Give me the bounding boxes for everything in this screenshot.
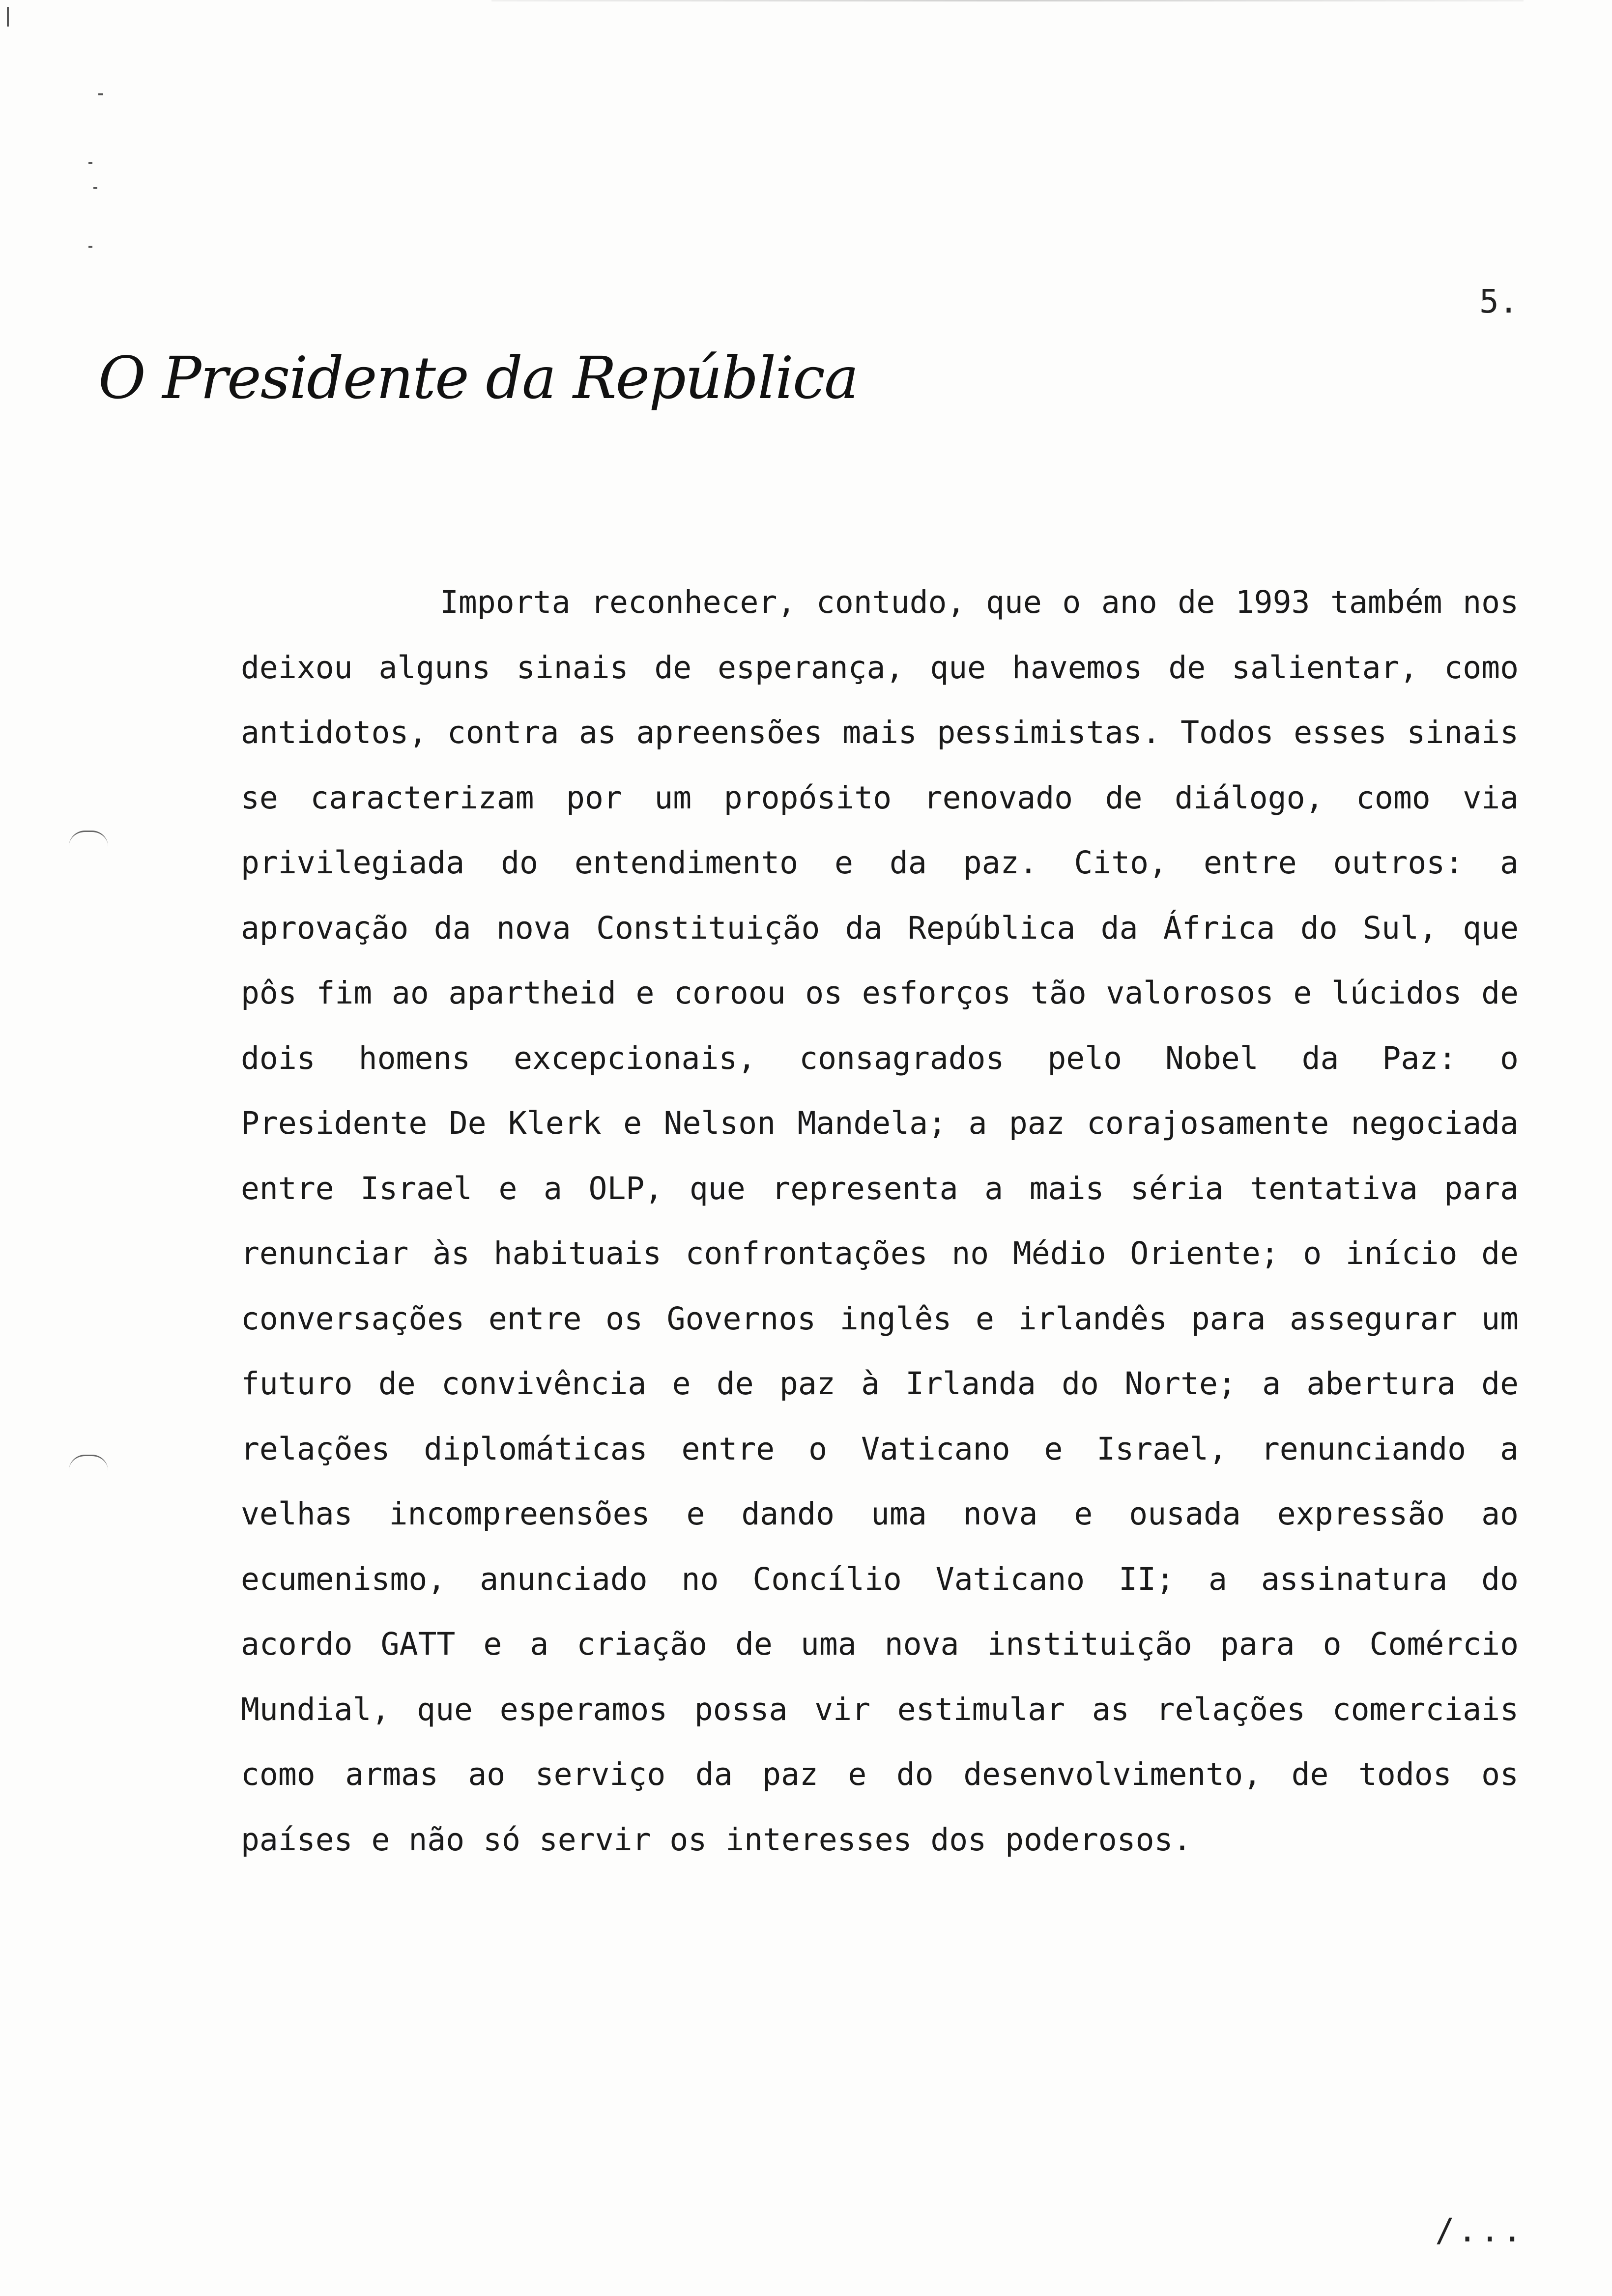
body-paragraph: Importa reconhecer, contudo, que o ano de 1993 também nos deixou alguns sinais de esperança, que havemos de salientar, como antidotos, contra as apreensões mais pessimistas. Todos esses sinais se caracterizam por um propósito renovado de diálogo, como via privilegiada do entendimento e da paz. Cito, entre outros: a aprovação da nova Constituição da República da África do Sul, que pôs fim ao apartheid e coroou os esforços tão valorosos e lúcidos de dois homens excepcionais, consagrados pelo Nobel da Paz: o Presidente De Klerk e Nelson Mandela; a paz corajosamente negociada entre Israel e a OLP, que representa a mais séria tentativa para renunciar às habituais confrontações no Médio Oriente; o início de conversações entre os Governos inglês e irlandês para assegurar um futuro de convivência e de paz à Irlanda do Norte; a abertura de relações diplomáticas entre o Vaticano e Israel, renunciando a velhas incompreensões e dando uma nova e ousada expressão ao ecumenismo, anunciado no Concílio Vaticano II; a assinatura do acordo GATT e a criação de uma nova instituição para o Comércio Mundial, que esperamos possa vir estimular as relações comerciais como armas ao serviço da paz e do desenvolvimento, de todos os países e não só servir os interesses dos poderosos. — [241, 584, 1519, 1858]
punch-hole-mark — [69, 1455, 108, 1471]
punch-hole-mark — [69, 831, 108, 847]
scan-speck — [98, 93, 103, 95]
page-number: 5. — [1479, 283, 1519, 320]
scan-speck — [88, 246, 92, 248]
scan-speck — [93, 187, 97, 189]
letterhead: O Presidente da República — [98, 344, 858, 412]
scan-speck — [7, 7, 9, 27]
scan-speck — [88, 162, 92, 164]
scan-edge-artifact — [491, 0, 1524, 1]
continuation-mark: /... — [1435, 2211, 1525, 2249]
